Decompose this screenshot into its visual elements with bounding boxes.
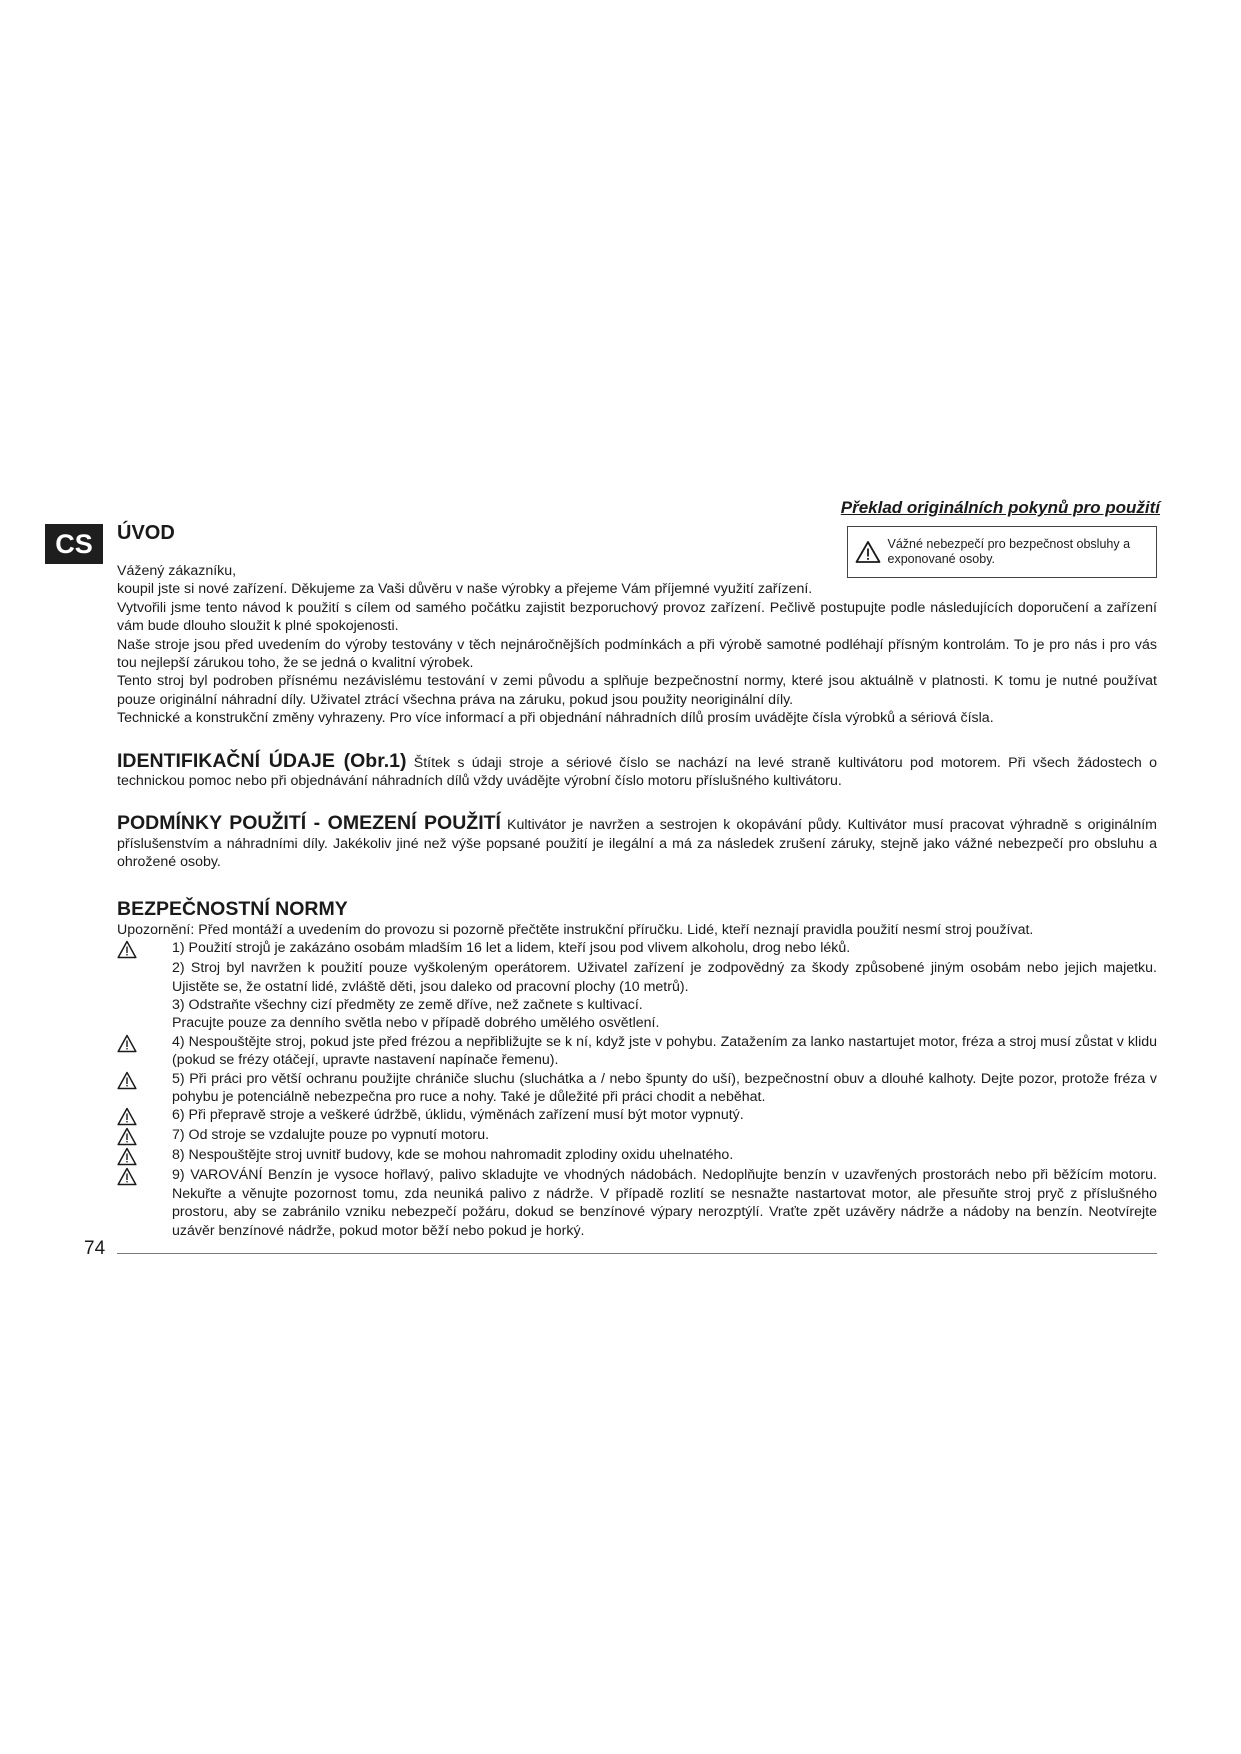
- conditions-title: PODMÍNKY POUŽITÍ - OMEZENÍ POUŽITÍ: [117, 812, 501, 835]
- safety-rule: [117, 996, 1157, 1014]
- intro-paragraph: koupil jste si nové zařízení. Děkujeme za Vaši důvěru v naše výrobky a přejeme Vám příjemné využití zařízení.: [117, 581, 813, 598]
- safety-section: [117, 897, 1157, 1240]
- safety-rule-text: 8) Nespouštějte stroj uvnitř budovy, kde se mohou nahromadit zplodiny oxidu uhelnatého.: [172, 1147, 734, 1164]
- safety-title: BEZPEČNOSTNÍ NORMY: [117, 897, 348, 920]
- safety-rule: [117, 939, 1157, 959]
- footer-rule: [117, 1253, 1157, 1254]
- safety-rules: [117, 939, 1157, 1240]
- warning-triangle-icon: [117, 1106, 172, 1126]
- rule-indent: [117, 959, 172, 996]
- page-header-title: Překlad originálních pokynů pro použití: [840, 498, 1160, 517]
- safety-rule-text: 5) Při práci pro větší ochranu použijte chrániče sluchu (sluchátka a / nebo špunty do uší), bezpečnostní obuv a dlouhé kalhoty. Dejte pozor, protože fréza v pohybu je potenciálně nebezpečna pro ruce a nohy. Také je důležité při práci chodit a neběhat.: [172, 1070, 1157, 1105]
- warning-triangle-icon: [117, 1033, 172, 1070]
- safety-rule: [117, 1166, 1157, 1240]
- safety-rule-text: Pracujte pouze za denního světla nebo v případě dobrého umělého osvětlení.: [172, 1015, 660, 1032]
- safety-rule-text: 4) Nespouštějte stroj, pokud jste před frézou a nepřibližujte se k ní, když jste v pohybu. Zatažením za lanko nastartujet motor, fréza a stroj musí zůstat v klidu (pokud se frézy otáčejí, upravte nastavení napínače řemenu).: [172, 1033, 1157, 1069]
- safety-rule-text: 2) Stroj byl navržen k použití pouze vyškoleným operátorem. Uživatel zařízení je zodpovědný za škody způsobené jiným osobám nebo jejich majetku. Ujistěte se, že ostatní lidé, zvláště děti, jsou daleko od pracovní plochy (10 metrů).: [172, 960, 1157, 995]
- warning-triangle-icon: [117, 1126, 172, 1146]
- safety-rule-text: 1) Použití strojů je zakázáno osobám mladším 16 let a lidem, kteří jsou pod vlivem alkoholu, drog nebo léků.: [172, 940, 851, 957]
- safety-rule-text: 9) VAROVÁNÍ Benzín je vysoce hořlavý, palivo skladujte ve vhodných nádobách. Nedoplňujte benzín v uzavřených prostorách nebo při běžícím motoru. Nekuřte a věnujte pozornost tomu, zda neuniká palivo z nádrže. V případě rozlití se nesnažte nastartovat motor, ale přesuňte stroj pryč z příslušného prostoru, aby se zabránilo vzniku nebezpečí požáru, dokud se benzínové výpary nerozptýlí. Vraťte zpět uzávěry nádrže a nádoby na benzín. Neotvírejte uzávěr benzínové nádrže, pokud motor běží nebo pokud je horký.: [172, 1167, 1157, 1239]
- safety-rule-text: 3) Odstraňte všechny cizí předměty ze země dříve, než začnete s kultivací.: [172, 996, 643, 1013]
- intro-paragraph: Technické a konstrukční změny vyhrazeny. Pro více informací a při objednání náhradních dílů prosím uvádějte čísla výrobků a sériová čísla.: [117, 710, 994, 727]
- page-number: 74: [84, 1238, 106, 1259]
- safety-rule: [117, 1126, 1157, 1146]
- rule-indent: [117, 996, 172, 1014]
- safety-rule-text: 6) Při přepravě stroje a veškeré údržbě, úklidu, výměnách zařízení musí být motor vypnutý.: [172, 1107, 744, 1124]
- intro-paragraphs: [117, 580, 1157, 727]
- safety-rule-text: 7) Od stroje se vzdalujte pouze po vypnutí motoru.: [172, 1127, 490, 1144]
- safety-rule: [117, 1014, 1157, 1032]
- safety-intro: Upozornění: Před montáží a uvedením do provozu si pozorně přečtěte instrukční příručku. Lidé, kteří neznají pravidla použití nesmí stroj používat.: [117, 921, 1034, 938]
- greeting: Vážený zákazníku,: [117, 563, 237, 579]
- language-tab: CS: [45, 524, 103, 564]
- warning-legend-text: Vážné nebezpečí pro bezpečnost obsluhy a exponované osoby.: [887, 537, 1131, 566]
- safety-rule: [117, 1070, 1157, 1107]
- warning-triangle-icon: [117, 1166, 172, 1240]
- rule-indent: [117, 1014, 172, 1032]
- warning-triangle-icon: [117, 1146, 172, 1166]
- identification-title: IDENTIFIKAČNÍ ÚDAJE (Obr.1): [117, 749, 407, 772]
- intro-paragraph: Tento stroj byl podroben přísnému nezávislému testování v zemi původu a splňuje bezpečnostní normy, které jsou aktuálně v platnosti. K tomu je nutné používat pouze originální náhradní díly. Uživatel ztrácí všechna práva na záruku, pokud jsou použity neoriginální díly.: [117, 673, 1157, 708]
- intro-paragraph: Vytvořili jsme tento návod k použití s cílem od samého počátku zajistit bezporuchový provoz zařízení. Pečlivě postupujte podle následujících doporučení a zařízení vám bude dlouho sloužit k plné spokojenosti.: [117, 599, 1157, 635]
- identification-section: [117, 749, 1157, 791]
- conditions-text: Kultivátor je navržen a sestrojen k okopávání půdy. Kultivátor musí pracovat výhradně s originálním příslušenstvím a náhradními díly. Jakékoliv jiné než výše popsané použití je ilegální a má za následek zrušení záruky, stejně jako vážné nebezpečí pro obsluhu a ohrožené osoby.: [117, 817, 1157, 871]
- warning-triangle-icon: [117, 939, 172, 959]
- safety-rule: [117, 1033, 1157, 1070]
- conditions-section: [117, 814, 1157, 871]
- warning-triangle-icon: [117, 1070, 172, 1107]
- intro-title: ÚVOD: [117, 522, 175, 544]
- safety-rule: [117, 959, 1157, 996]
- identification-text: Štítek s údaji stroje a sériové číslo se nachází na levé straně kultivátoru pod motorem. Při všech žádostech o technickou pomoc nebo při objednávání náhradních dílů vždy uvádějte výrobní číslo motoru příslušného kultivátoru.: [117, 754, 1157, 790]
- warning-triangle-icon: [848, 540, 888, 564]
- page-content: [117, 562, 1157, 1240]
- intro-paragraph: Naše stroje jsou před uvedením do výroby testovány v těch nejnáročnějších podmínkách a při výrobě samotné podléhají přísným kontrolám. To je pro nás i pro vás tou nejlepší zárukou toho, že se jedná o kvalitní výrobek.: [117, 636, 1157, 672]
- safety-rule: [117, 1106, 1157, 1126]
- safety-rule: [117, 1146, 1157, 1166]
